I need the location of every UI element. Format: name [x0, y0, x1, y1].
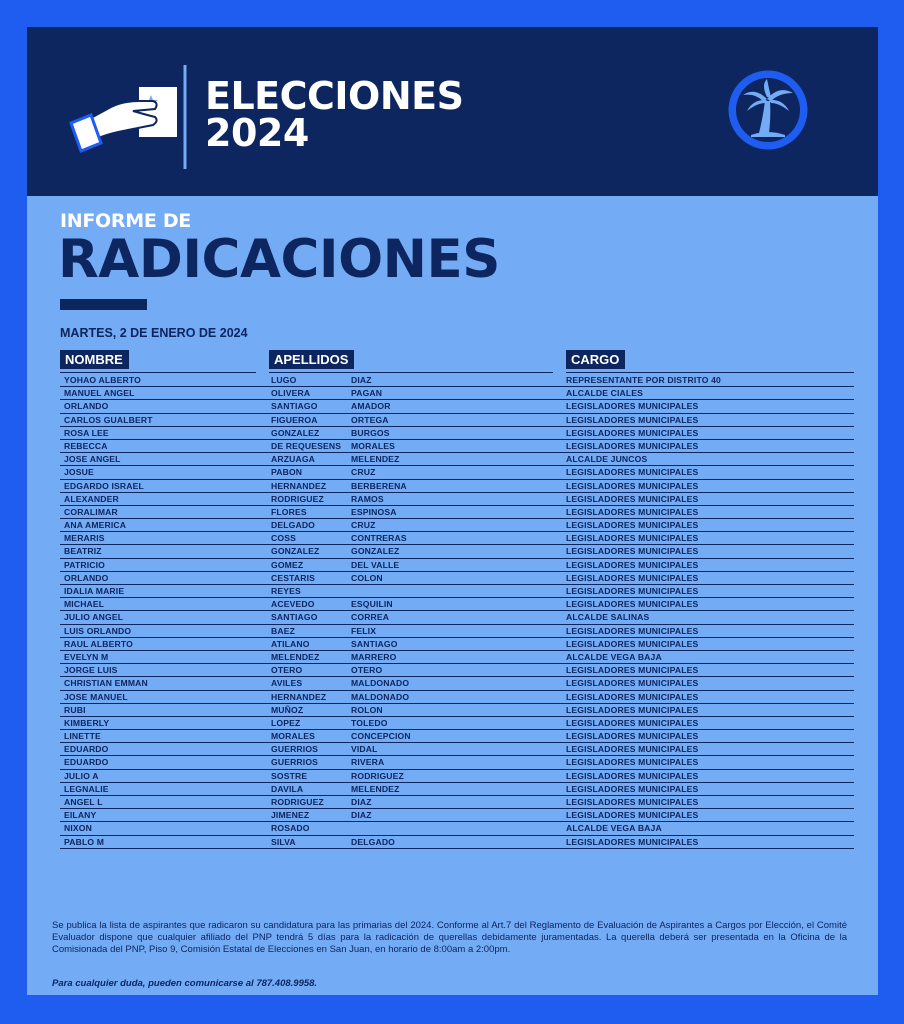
cell-apellido-1: SILVA: [271, 836, 296, 847]
hand-ballot-icon: [67, 63, 197, 173]
table-row: [60, 374, 854, 387]
cell-apellido-2: CONCEPCION: [351, 731, 411, 742]
cell-cargo: LEGISLADORES MUNICIPALES: [566, 440, 699, 451]
table-row: [60, 519, 854, 532]
cell-cargo: LEGISLADORES MUNICIPALES: [566, 467, 699, 478]
cell-apellido-2: BURGOS: [351, 427, 390, 438]
cell-cargo: LEGISLADORES MUNICIPALES: [566, 731, 699, 742]
cell-apellido-1: GUERRIOS: [271, 744, 319, 755]
cell-apellido-2: DIAZ: [351, 375, 372, 385]
table-row: [60, 730, 854, 743]
cell-apellido-1: REYES: [271, 586, 301, 596]
table-row: [60, 664, 854, 677]
cell-cargo: LEGISLADORES MUNICIPALES: [566, 599, 699, 610]
cell-apellido-1: OLIVERA: [271, 388, 311, 399]
cell-nombre: ANA AMERICA: [64, 520, 127, 531]
cell-nombre: ANGEL L: [64, 797, 103, 807]
cell-apellido-2: ESPINOSA: [351, 506, 397, 517]
cell-nombre: MICHAEL: [64, 599, 105, 610]
report-date: MARTES, 2 DE ENERO DE 2024: [60, 326, 248, 340]
cell-nombre: JORGE LUIS: [64, 665, 118, 676]
cell-cargo: LEGISLADORES MUNICIPALES: [566, 546, 699, 557]
table-row: [60, 836, 854, 849]
page-title: [205, 74, 464, 155]
table-row: [60, 611, 854, 624]
cell-apellido-2: CRUZ: [351, 520, 376, 531]
cell-cargo: REPRESENTANTE POR DISTRITO 40: [566, 375, 721, 385]
cell-cargo: LEGISLADORES MUNICIPALES: [566, 797, 699, 807]
column-header-apellidos-label: APELLIDOS: [269, 350, 354, 369]
table-row: [60, 480, 854, 493]
cell-apellido-1: MUÑOZ: [271, 704, 304, 715]
cell-nombre: RUBI: [64, 704, 86, 715]
cell-apellido-2: VIDAL: [351, 744, 378, 755]
cell-apellido-2: MALDONADO: [351, 678, 410, 689]
contact-text: Para cualquier duda, pueden comunicarse al 787.408.9958.: [52, 978, 318, 989]
cell-apellido-2: DELGADO: [351, 836, 396, 847]
cell-nombre: PATRICIO: [64, 559, 105, 570]
cell-apellido-1: DAVILA: [271, 783, 304, 794]
cell-apellido-1: BAEZ: [271, 625, 295, 636]
table-row: [60, 717, 854, 730]
cell-cargo: LEGISLADORES MUNICIPALES: [566, 717, 699, 728]
table-row: [60, 506, 854, 519]
cell-cargo: LEGISLADORES MUNICIPALES: [566, 757, 699, 768]
cell-apellido-2: RODRIGUEZ: [351, 770, 404, 781]
cell-cargo: LEGISLADORES MUNICIPALES: [566, 678, 699, 689]
cell-nombre: CORALIMAR: [64, 506, 118, 517]
cell-nombre: NIXON: [64, 823, 92, 834]
cell-apellido-1: MELENDEZ: [271, 651, 320, 662]
table-row: [60, 585, 854, 598]
cell-cargo: LEGISLADORES MUNICIPALES: [566, 586, 699, 596]
cell-apellido-2: GONZALEZ: [351, 546, 400, 557]
cell-cargo: ALCALDE VEGA BAJA: [566, 651, 662, 662]
cell-apellido-2: DIAZ: [351, 797, 372, 807]
table-row: [60, 743, 854, 756]
cell-nombre: ORLANDO: [64, 572, 109, 583]
cell-cargo: ALCALDE CIALES: [566, 388, 644, 399]
cell-apellido-2: CONTRERAS: [351, 533, 407, 544]
cell-nombre: EVELYN M: [64, 651, 109, 662]
cell-apellido-2: ROLON: [351, 704, 383, 715]
table-row: [60, 493, 854, 506]
cell-cargo: LEGISLADORES MUNICIPALES: [566, 704, 699, 715]
cell-nombre: LUIS ORLANDO: [64, 625, 132, 636]
table-row: [60, 756, 854, 769]
cell-cargo: LEGISLADORES MUNICIPALES: [566, 572, 699, 583]
cell-nombre: CHRISTIAN EMMAN: [64, 678, 148, 689]
column-header-nombre: [60, 350, 256, 373]
cell-cargo: ALCALDE SALINAS: [566, 612, 650, 623]
cell-apellido-2: SANTIAGO: [351, 638, 398, 649]
cell-nombre: KIMBERLY: [64, 717, 110, 728]
table-row: [60, 822, 854, 835]
cell-apellido-1: SANTIAGO: [271, 401, 318, 412]
cell-apellido-2: OTERO: [351, 665, 383, 676]
title-underline: [60, 299, 147, 310]
cell-apellido-2: DIAZ: [351, 810, 372, 821]
table-row: [60, 387, 854, 400]
table-row: [60, 545, 854, 558]
table-row: [60, 427, 854, 440]
cell-apellido-1: HERNANDEZ: [271, 480, 327, 491]
table-row: [60, 770, 854, 783]
header-banner: [27, 27, 878, 196]
cell-nombre: JOSE ANGEL: [64, 454, 121, 465]
cell-cargo: LEGISLADORES MUNICIPALES: [566, 770, 699, 781]
cell-apellido-2: MALDONADO: [351, 691, 410, 702]
table-row: [60, 559, 854, 572]
cell-nombre: MANUEL ANGEL: [64, 388, 135, 399]
cell-apellido-1: COSS: [271, 533, 296, 544]
cell-apellido-2: MELENDEZ: [351, 783, 400, 794]
disclaimer-text: Se publica la lista de aspirantes que radicaron su candidatura para las primarias del 2024. Conforme al Art.7 del Reglamento de Evaluación de Aspirantes a Cargos por Elección, el Comité Evaluador dispone que cualquier afiliado del PNP tendrá 5 días para la radicación de querellas debidamente juramentadas. La querella deberá ser presentada en la Oficina de la Comisionada del PNP, Piso 9, Comisión Estatal de Elecciones en San Juan, en horario de 8:00am a 2:00pm.: [52, 920, 847, 955]
report-panel: [27, 27, 878, 995]
cell-nombre: EDGARDO ISRAEL: [64, 480, 144, 491]
cell-cargo: LEGISLADORES MUNICIPALES: [566, 783, 699, 794]
cell-apellido-2: PAGAN: [351, 388, 383, 399]
cell-nombre: JULIO ANGEL: [64, 612, 124, 623]
table-row: [60, 809, 854, 822]
cell-nombre: CARLOS GUALBERT: [64, 414, 153, 425]
cell-cargo: ALCALDE VEGA BAJA: [566, 823, 662, 834]
cell-apellido-1: LOPEZ: [271, 717, 301, 728]
table-row: [60, 704, 854, 717]
cell-nombre: PABLO M: [64, 836, 105, 847]
title-line-1: ELECCIONES: [205, 74, 464, 118]
cell-apellido-2: FELIX: [351, 625, 377, 636]
table-row: [60, 638, 854, 651]
cell-nombre: RAUL ALBERTO: [64, 638, 133, 649]
table-row: [60, 532, 854, 545]
cell-apellido-1: FLORES: [271, 506, 307, 517]
report-title: RADICACIONES: [58, 229, 500, 290]
table-row: [60, 796, 854, 809]
cell-nombre: ORLANDO: [64, 401, 109, 412]
cell-apellido-1: ROSADO: [271, 823, 310, 834]
cell-apellido-1: SOSTRE: [271, 770, 308, 781]
column-header-nombre-label: NOMBRE: [60, 350, 129, 369]
cell-nombre: LEGNALIE: [64, 783, 109, 794]
cell-cargo: LEGISLADORES MUNICIPALES: [566, 625, 699, 636]
cell-apellido-1: ACEVEDO: [271, 599, 315, 610]
cell-apellido-1: GONZALEZ: [271, 546, 320, 557]
column-header-cargo-label: CARGO: [566, 350, 625, 369]
column-header-apellidos: [269, 350, 553, 373]
table-row: [60, 400, 854, 413]
cell-cargo: ALCALDE JUNCOS: [566, 454, 648, 465]
cell-nombre: EILANY: [64, 810, 97, 821]
table-row: [60, 677, 854, 690]
cell-apellido-1: GUERRIOS: [271, 757, 319, 768]
cell-cargo: LEGISLADORES MUNICIPALES: [566, 810, 699, 821]
cell-apellido-1: DE REQUESENS: [271, 440, 342, 451]
table-row: [60, 453, 854, 466]
cell-apellido-1: FIGUEROA: [271, 414, 318, 425]
cell-nombre: JOSUE: [64, 467, 94, 478]
cell-apellido-1: GONZALEZ: [271, 427, 320, 438]
cell-apellido-2: MARRERO: [351, 651, 397, 662]
cell-nombre: MERARIS: [64, 533, 105, 544]
cell-nombre: IDALIA MARIE: [64, 586, 125, 596]
cell-nombre: REBECCA: [64, 440, 108, 451]
table-row: [60, 572, 854, 585]
cell-apellido-1: PABON: [271, 467, 303, 478]
cell-cargo: LEGISLADORES MUNICIPALES: [566, 559, 699, 570]
cell-cargo: LEGISLADORES MUNICIPALES: [566, 480, 699, 491]
cell-apellido-1: JIMENEZ: [271, 810, 310, 821]
cell-cargo: LEGISLADORES MUNICIPALES: [566, 414, 699, 425]
cell-apellido-1: MORALES: [271, 731, 316, 742]
cell-nombre: ALEXANDER: [64, 493, 119, 504]
cell-apellido-1: ATILANO: [271, 638, 310, 649]
table-row: [60, 625, 854, 638]
cell-nombre: EDUARDO: [64, 744, 109, 755]
cell-apellido-1: CESTARIS: [271, 572, 316, 583]
cell-apellido-2: BERBERENA: [351, 480, 407, 491]
cell-apellido-1: GOMEZ: [271, 559, 304, 570]
cell-nombre: EDUARDO: [64, 757, 109, 768]
cell-apellido-2: ESQUILIN: [351, 599, 393, 610]
cell-apellido-2: DEL VALLE: [351, 559, 400, 570]
column-header-cargo: [566, 350, 854, 373]
cell-cargo: LEGISLADORES MUNICIPALES: [566, 520, 699, 531]
table-row: [60, 440, 854, 453]
cell-apellido-2: CRUZ: [351, 467, 376, 478]
cell-cargo: LEGISLADORES MUNICIPALES: [566, 836, 699, 847]
cell-apellido-1: SANTIAGO: [271, 612, 318, 623]
cell-apellido-1: DELGADO: [271, 520, 316, 531]
table-row: [60, 598, 854, 611]
cell-cargo: LEGISLADORES MUNICIPALES: [566, 427, 699, 438]
cell-apellido-2: TOLEDO: [351, 717, 388, 728]
cell-apellido-1: HERNANDEZ: [271, 691, 327, 702]
cell-apellido-2: CORREA: [351, 612, 390, 623]
table-row: [60, 691, 854, 704]
cell-apellido-2: MELENDEZ: [351, 454, 400, 465]
cell-nombre: LINETTE: [64, 731, 101, 742]
cell-apellido-1: RODRIGUEZ: [271, 797, 324, 807]
report-kicker: INFORME DE: [60, 210, 191, 232]
table-row: [60, 414, 854, 427]
cell-cargo: LEGISLADORES MUNICIPALES: [566, 665, 699, 676]
cell-cargo: LEGISLADORES MUNICIPALES: [566, 493, 699, 504]
cell-apellido-2: ORTEGA: [351, 414, 389, 425]
title-line-2: 2024: [205, 111, 309, 155]
candidates-table: [60, 374, 854, 849]
cell-cargo: LEGISLADORES MUNICIPALES: [566, 744, 699, 755]
cell-apellido-2: COLON: [351, 572, 383, 583]
cell-apellido-2: RIVERA: [351, 757, 385, 768]
cell-nombre: JULIO A: [64, 770, 99, 781]
cell-apellido-1: ARZUAGA: [271, 454, 316, 465]
cell-apellido-1: RODRIGUEZ: [271, 493, 324, 504]
cell-cargo: LEGISLADORES MUNICIPALES: [566, 506, 699, 517]
cell-cargo: LEGISLADORES MUNICIPALES: [566, 533, 699, 544]
table-row: [60, 466, 854, 479]
cell-cargo: LEGISLADORES MUNICIPALES: [566, 401, 699, 412]
palm-tree-icon: [723, 65, 813, 155]
cell-apellido-1: AVILES: [271, 678, 303, 689]
cell-cargo: LEGISLADORES MUNICIPALES: [566, 691, 699, 702]
cell-apellido-2: AMADOR: [351, 401, 391, 412]
cell-nombre: YOHAO ALBERTO: [64, 375, 141, 385]
cell-apellido-2: MORALES: [351, 440, 396, 451]
cell-cargo: LEGISLADORES MUNICIPALES: [566, 638, 699, 649]
table-row: [60, 783, 854, 796]
cell-apellido-1: OTERO: [271, 665, 303, 676]
cell-nombre: ROSA LEE: [64, 427, 109, 438]
cell-nombre: BEATRIZ: [64, 546, 102, 557]
cell-nombre: JOSE MANUEL: [64, 691, 128, 702]
cell-apellido-1: LUGO: [271, 375, 297, 385]
table-row: [60, 651, 854, 664]
cell-apellido-2: RAMOS: [351, 493, 384, 504]
